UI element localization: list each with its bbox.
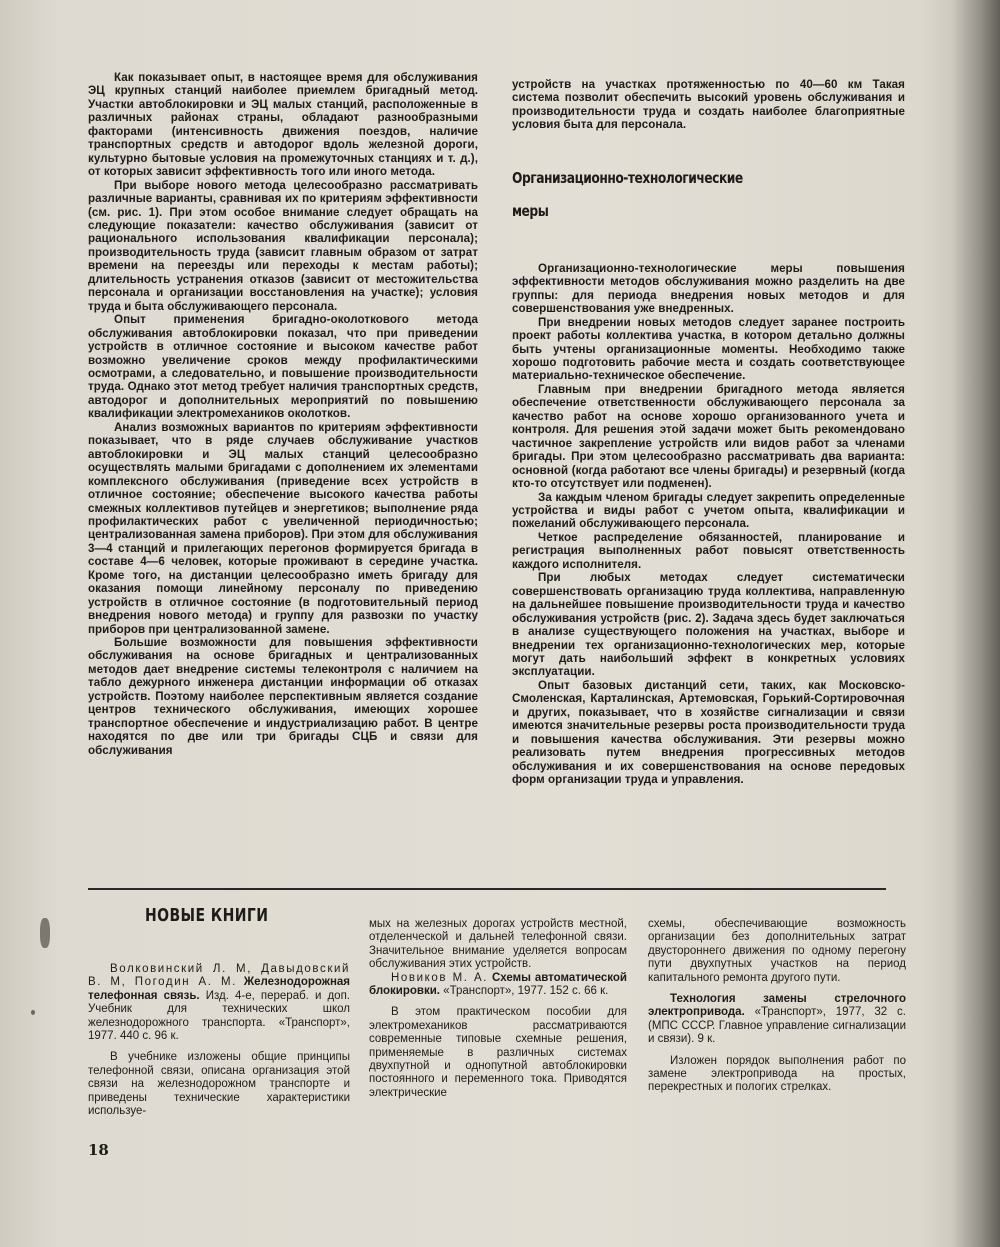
- continuation-paragraph: устройств на участках протяженностью по 40—60 км Такая система позволит обеспечить высокий уровень обслуживания и производительности труда и создать наиболее благоприятные условия быта для персонала.: [512, 78, 905, 132]
- book-details: «Транспорт», 1977. 152 с. 66 к.: [443, 985, 609, 998]
- section-body: [512, 262, 905, 787]
- paragraph: Организационно-технологические меры повышения эффективности методов обслуживания можно разделить на две группы: для периода внедрения новых методов и для совершенствования уже внедренных.: [512, 261, 905, 316]
- section-heading: [512, 162, 834, 228]
- books-column-2: [369, 918, 627, 1100]
- section-heading-line1: Организационно-технологические: [512, 168, 743, 187]
- paragraph: Опыт базовых дистанций сети, таких, как Московско-Смоленская, Карталинская, Артемовская, Горький-Сортировочная и других, показывает, что в хозяйстве сигнализации и связи имеются значительные резервы роста производительности труда и повышения качества обслуживания. Эти резервы можно реализовать путем внедрения прогрессивных методов обслуживания и их совершенствования на основе передовых форм организации труда и управления.: [512, 678, 905, 787]
- paragraph: Четкое распределение обязанностей, планирование и регистрация выполненных работ повысят ответственность каждого исполнителя.: [512, 530, 905, 571]
- book-description: мых на железных дорогах устройств местной, отделенческой и дальней телефонной связи. Значительное внимание уделяется вопросам обслуживания этих устройств.: [369, 918, 627, 971]
- book-title: Железнодорожная телефонная связь.: [88, 976, 350, 1002]
- books-heading: НОВЫЕ КНИГИ: [145, 905, 269, 926]
- book-entry: [88, 963, 350, 1043]
- book-description: В этом практическом пособии для электромехаников рассматриваются современные типовые схемные решения, применяемые в различных системах двухпутной и однопутной автоблокировки постоянного и переменного тока. Приводятся электрические: [369, 1006, 627, 1099]
- paragraph: При внедрении новых методов следует заранее построить проект работы коллектива участка, в котором детально должны быть учтены организационные моменты. Необходимо также хорошо подготовить рабочие места и создать соответствующее материально-техническое обеспечение.: [512, 315, 905, 383]
- book-entry: [369, 972, 627, 999]
- book-description: Изложен порядок выполнения работ по замене электропривода на простых, перекрестных и пологих стрелках.: [648, 1054, 906, 1094]
- ink-blot: [40, 918, 50, 948]
- paragraph: Большие возможности для повышения эффективности обслуживания на основе бригадных и централизованных методов дает внедрение системы телеконтроля с наличием на табло дежурного инженера дистанции информации об отказах устройств. Поэтому наиболее перспективным является создание центров технического обслуживания, имеющих хорошее транспортное обеспечение и индустриализацию работ. В центре находятся по две или три бригады СЦБ и связи для обслуживания: [88, 636, 478, 757]
- books-column-1: [88, 963, 350, 1118]
- paragraph: Главным при внедрении бригадного метода является обеспечение ответственности обслуживающего персонала за качество работ на основе хорошо организованного учета и контроля. Для решения этой задачи может быть рекомендовано частичное закрепление устройств или видов работ за членами бригады. При этом целесообразно рассматривать два варианта: основной (когда работают все члены бригады) и резервный (когда кто-то отсутствует или подменен).: [512, 382, 905, 491]
- paragraph: За каждым членом бригады следует закрепить определенные устройства и виды работ с учетом опыта, квалификации и пожеланий обслуживающего персонала.: [512, 490, 905, 531]
- book-entry: [648, 993, 906, 1047]
- book-title: Технология замены стрелочного электропривода.: [648, 993, 906, 1019]
- ink-speck: [31, 1010, 35, 1015]
- paragraph: Как показывает опыт, в настоящее время для обслуживания ЭЦ крупных станций наиболее приемлем бригадный метод. Участки автоблокировки и ЭЦ малых станций, расположенные в различных районах страны, обладают разнообразными факторами (интенсивность движения поездов, наличие транспортных средств и автодорог вдоль железной дороги, культурно бытовые условия на промежуточных станциях и т. д.), от которых зависит эффективность того или иного метода.: [88, 71, 478, 179]
- section-divider: [88, 888, 886, 890]
- book-authors: Новиков М. А.: [391, 971, 489, 984]
- page-number: 18: [88, 1141, 109, 1159]
- book-authors: Волковинский Л. М, Давыдовский В. М, Погодин А. М.: [88, 963, 350, 989]
- book-title: Схемы автоматической блокировки.: [369, 971, 627, 998]
- paragraph: Анализ возможных вариантов по критериям эффективности показывает, что в ряде случаев обслуживание участков автоблокировки и ЭЦ малых станций целесообразно осуществлять малыми бригадами с дополнением их элементами комплексного обслуживания (приведение всех устройств в отличное состояние; обеспечение высокого качества работы смежных коллективов путейцев и энергетиков; выполнение ряда профилактических работ с увеличенной периодичностью; централизованная замена приборов). При этом для обслуживания 3—4 станций и прилегающих перегонов формируется бригада в составе 4—6 человек, которые проживают в середине участка. Кроме того, на дистанции целесообразно иметь бригаду для оказания помощи линейному персоналу по приведению устройств в отличное состояние (в подготовительный период внедрения нового метода) и группу для развозки по участку приборов при централизованной замене.: [88, 420, 478, 636]
- paragraph: Опыт применения бригадно-околоткового метода обслуживания автоблокировки показал, что при приведении устройств в отличное состояние и высоком качестве работ возможно увеличение сроков между профилактическими осмотрами, а следовательно, и повышение производительности труда. Однако этот метод требует наличия транспортных средств, автодорог и дополнительных мероприятий по повышению квалификации электромехаников околотков.: [88, 313, 478, 421]
- paragraph: При любых методах следует систематически совершенствовать организацию труда коллектива, направленную на дальнейшее повышение производительности труда и качество обслуживания устройств (рис. 2). Задача здесь будет заключаться в анализе существующего положения на участках, выборе и внедрении тех организационно-технологических мер, которые могут дать наибольший эффект в конкретных условиях эксплуатации.: [512, 571, 905, 679]
- book-details: «Транспорт», 1977, 32 с. (МПС СССР. Главное управление сигнализации и связи). 9 к.: [648, 1006, 906, 1046]
- book-description: схемы, обеспечивающие возможность организации без дополнительных затрат двустороннего движения по одному перегону пути двухпутных участков на период капитального ремонта другого пути.: [648, 918, 906, 984]
- book-description: В учебнике изложены общие принципы телефонной связи, описана организация этой связи на железнодорожном транспорте и приведены технические характеристики используе-: [88, 1051, 350, 1118]
- book-details: Изд. 4-е, перераб. и доп. Учебник для технических школ железнодорожного транспорта. «Транспорт», 1977. 440 с. 96 к.: [88, 989, 350, 1043]
- book-spine-shadow: [952, 0, 1000, 1247]
- section-heading-line2: меры: [512, 201, 549, 220]
- article-right-column: [512, 78, 905, 786]
- article-left-column: [88, 71, 478, 757]
- paragraph: При выборе нового метода целесообразно рассматривать различные варианты, сравнивая их по критериям эффективности (см. рис. 1). При этом особое внимание следует обращать на следующие показатели: качество обслуживания (зависит от рационального использования квалификации персонала); производительность труда (зависит главным образом от затрат времени на переезды или переходы к местам работы); длительность устранения отказов (зависит от местожительства персонала и организации восстановления на участке); условия труда и быта обслуживающего персонала.: [88, 178, 478, 313]
- books-column-3: [648, 918, 906, 1095]
